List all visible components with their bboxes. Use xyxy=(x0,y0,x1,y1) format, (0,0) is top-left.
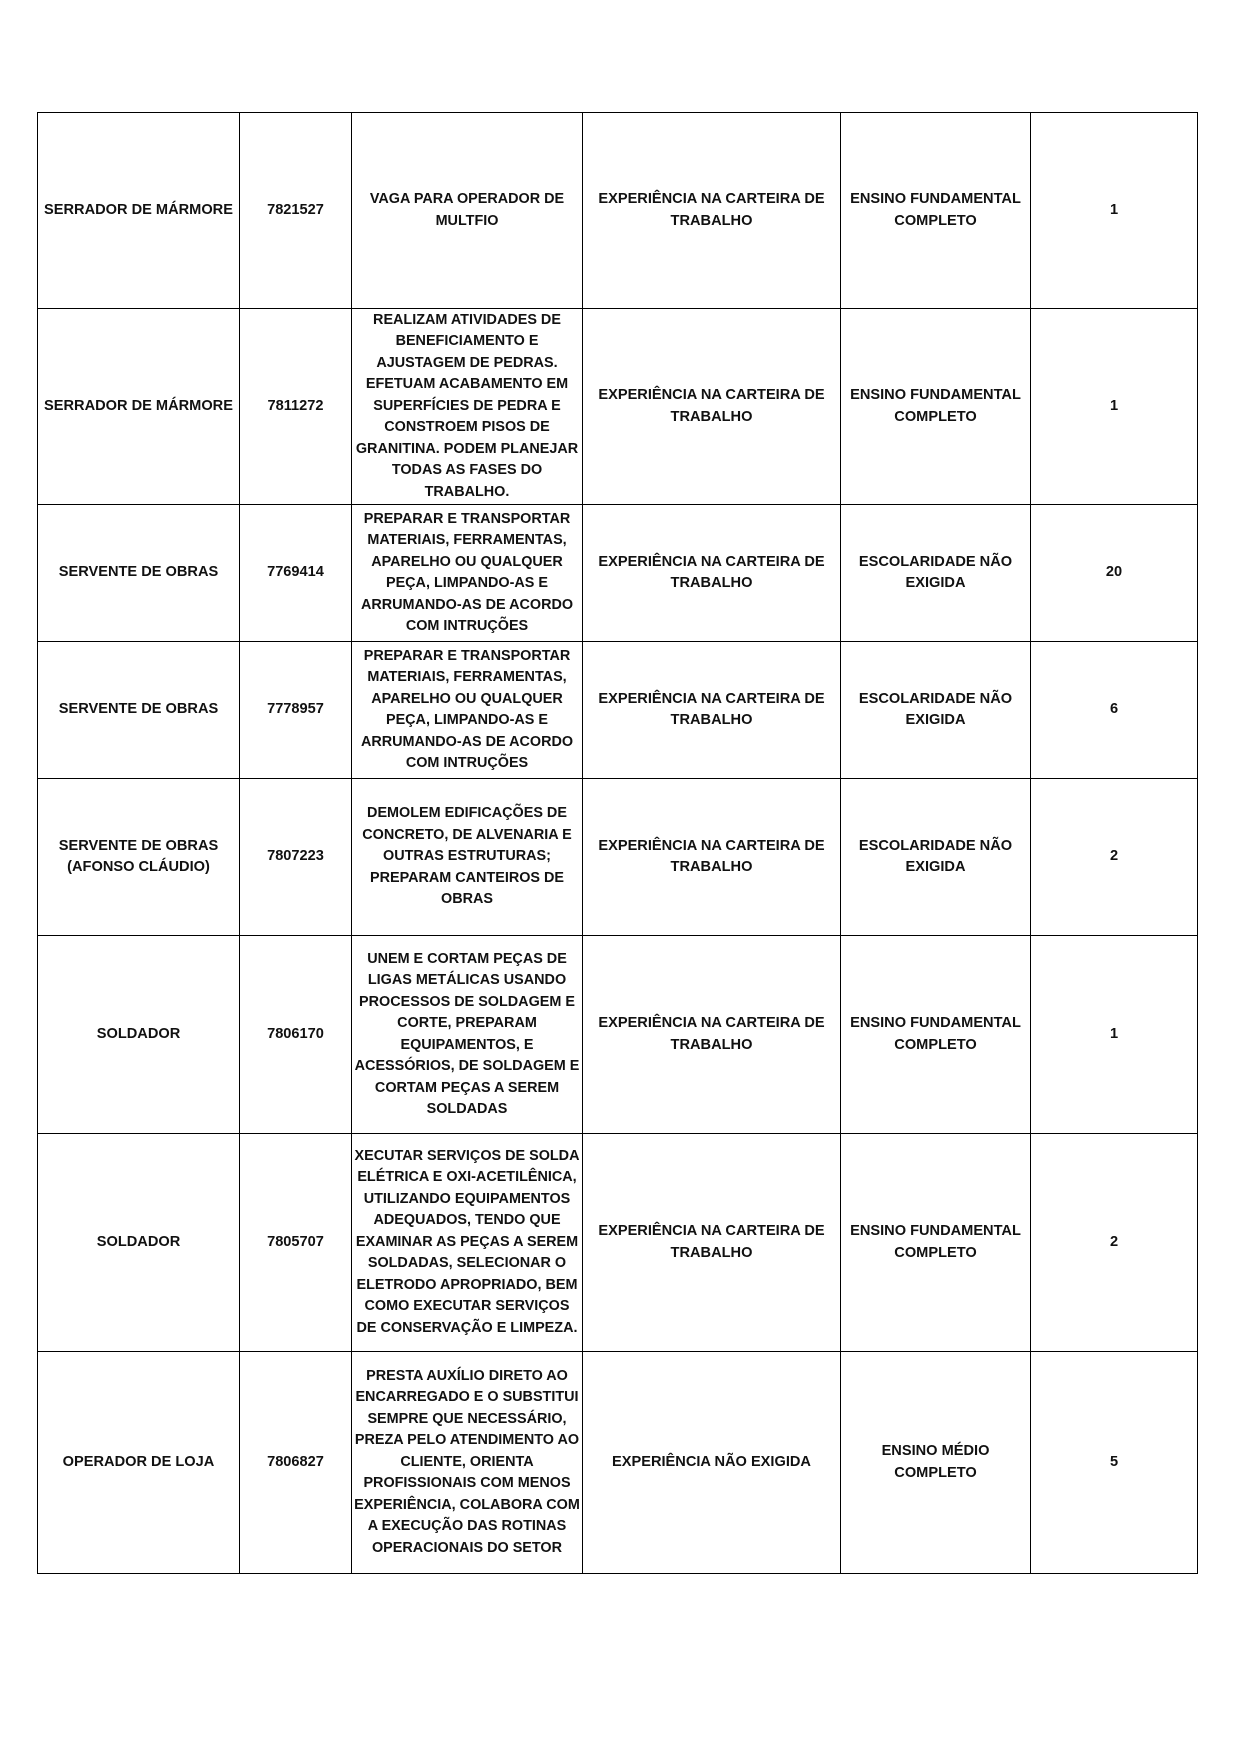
job-description-cell: REALIZAM ATIVIDADES DE BENEFICIAMENTO E AJUSTAGEM DE PEDRAS. EFETUAM ACABAMENTO EM SUPERFÍCIES DE PEDRA E CONSTROEM PISOS DE GRANITINA. PODEM PLANEJAR TODAS AS FASES DO TRABALHO. xyxy=(352,309,583,505)
education-cell: ENSINO FUNDAMENTAL COMPLETO xyxy=(841,309,1031,505)
job-description-cell: PREPARAR E TRANSPORTAR MATERIAIS, FERRAMENTAS, APARELHO OU QUALQUER PEÇA, LIMPANDO-AS E ARRUMANDO-AS DE ACORDO COM INTRUÇÕES xyxy=(352,505,583,642)
job-title-cell: SERVENTE DE OBRAS (AFONSO CLÁUDIO) xyxy=(38,779,240,936)
experience-cell: EXPERIÊNCIA NA CARTEIRA DE TRABALHO xyxy=(583,642,841,779)
table-row xyxy=(38,779,1198,936)
job-description-cell: PRESTA AUXÍLIO DIRETO AO ENCARREGADO E O SUBSTITUI SEMPRE QUE NECESSÁRIO, PREZA PELO ATENDIMENTO AO CLIENTE, ORIENTA PROFISSIONAIS COM MENOS EXPERIÊNCIA, COLABORA COM A EXECUÇÃO DAS ROTINAS OPERACIONAIS DO SETOR xyxy=(352,1352,583,1574)
experience-cell: EXPERIÊNCIA NA CARTEIRA DE TRABALHO xyxy=(583,505,841,642)
openings-cell: 1 xyxy=(1031,936,1198,1134)
job-description-cell: VAGA PARA OPERADOR DE MULTFIO xyxy=(352,113,583,309)
job-description-cell: XECUTAR SERVIÇOS DE SOLDA ELÉTRICA E OXI-ACETILÊNICA, UTILIZANDO EQUIPAMENTOS ADEQUADOS, TENDO QUE EXAMINAR AS PEÇAS A SEREM SOLDADAS, SELECIONAR O ELETRODO APROPRIADO, BEM COMO EXECUTAR SERVIÇOS DE CONSERVAÇÃO E LIMPEZA. xyxy=(352,1134,583,1352)
education-cell: ENSINO FUNDAMENTAL COMPLETO xyxy=(841,1134,1031,1352)
openings-cell: 20 xyxy=(1031,505,1198,642)
job-title-cell: SERVENTE DE OBRAS xyxy=(38,642,240,779)
education-cell: ENSINO MÉDIO COMPLETO xyxy=(841,1352,1031,1574)
education-cell: ENSINO FUNDAMENTAL COMPLETO xyxy=(841,113,1031,309)
education-cell: ESCOLARIDADE NÃO EXIGIDA xyxy=(841,642,1031,779)
job-code-cell: 7769414 xyxy=(240,505,352,642)
job-title-cell: OPERADOR DE LOJA xyxy=(38,1352,240,1574)
job-code-cell: 7806827 xyxy=(240,1352,352,1574)
job-listings-table xyxy=(37,112,1198,1574)
experience-cell: EXPERIÊNCIA NA CARTEIRA DE TRABALHO xyxy=(583,936,841,1134)
openings-cell: 5 xyxy=(1031,1352,1198,1574)
job-title-cell: SOLDADOR xyxy=(38,1134,240,1352)
table-row xyxy=(38,309,1198,505)
education-cell: ESCOLARIDADE NÃO EXIGIDA xyxy=(841,779,1031,936)
job-code-cell: 7807223 xyxy=(240,779,352,936)
openings-cell: 1 xyxy=(1031,113,1198,309)
table-row xyxy=(38,505,1198,642)
experience-cell: EXPERIÊNCIA NA CARTEIRA DE TRABALHO xyxy=(583,113,841,309)
job-title-cell: SOLDADOR xyxy=(38,936,240,1134)
job-description-cell: UNEM E CORTAM PEÇAS DE LIGAS METÁLICAS USANDO PROCESSOS DE SOLDAGEM E CORTE, PREPARAM EQUIPAMENTOS, E ACESSÓRIOS, DE SOLDAGEM E CORTAM PEÇAS A SEREM SOLDADAS xyxy=(352,936,583,1134)
openings-cell: 6 xyxy=(1031,642,1198,779)
education-cell: ESCOLARIDADE NÃO EXIGIDA xyxy=(841,505,1031,642)
table-row xyxy=(38,1352,1198,1574)
job-description-cell: PREPARAR E TRANSPORTAR MATERIAIS, FERRAMENTAS, APARELHO OU QUALQUER PEÇA, LIMPANDO-AS E ARRUMANDO-AS DE ACORDO COM INTRUÇÕES xyxy=(352,642,583,779)
openings-cell: 1 xyxy=(1031,309,1198,505)
experience-cell: EXPERIÊNCIA NA CARTEIRA DE TRABALHO xyxy=(583,309,841,505)
job-code-cell: 7821527 xyxy=(240,113,352,309)
experience-cell: EXPERIÊNCIA NÃO EXIGIDA xyxy=(583,1352,841,1574)
table-row xyxy=(38,1134,1198,1352)
job-title-cell: SERRADOR DE MÁRMORE xyxy=(38,113,240,309)
job-code-cell: 7778957 xyxy=(240,642,352,779)
job-code-cell: 7811272 xyxy=(240,309,352,505)
job-code-cell: 7806170 xyxy=(240,936,352,1134)
job-code-cell: 7805707 xyxy=(240,1134,352,1352)
table-row xyxy=(38,642,1198,779)
experience-cell: EXPERIÊNCIA NA CARTEIRA DE TRABALHO xyxy=(583,1134,841,1352)
openings-cell: 2 xyxy=(1031,779,1198,936)
table-row xyxy=(38,936,1198,1134)
education-cell: ENSINO FUNDAMENTAL COMPLETO xyxy=(841,936,1031,1134)
job-description-cell: DEMOLEM EDIFICAÇÕES DE CONCRETO, DE ALVENARIA E OUTRAS ESTRUTURAS; PREPARAM CANTEIROS DE OBRAS xyxy=(352,779,583,936)
experience-cell: EXPERIÊNCIA NA CARTEIRA DE TRABALHO xyxy=(583,779,841,936)
table-row xyxy=(38,113,1198,309)
job-title-cell: SERVENTE DE OBRAS xyxy=(38,505,240,642)
job-title-cell: SERRADOR DE MÁRMORE xyxy=(38,309,240,505)
openings-cell: 2 xyxy=(1031,1134,1198,1352)
